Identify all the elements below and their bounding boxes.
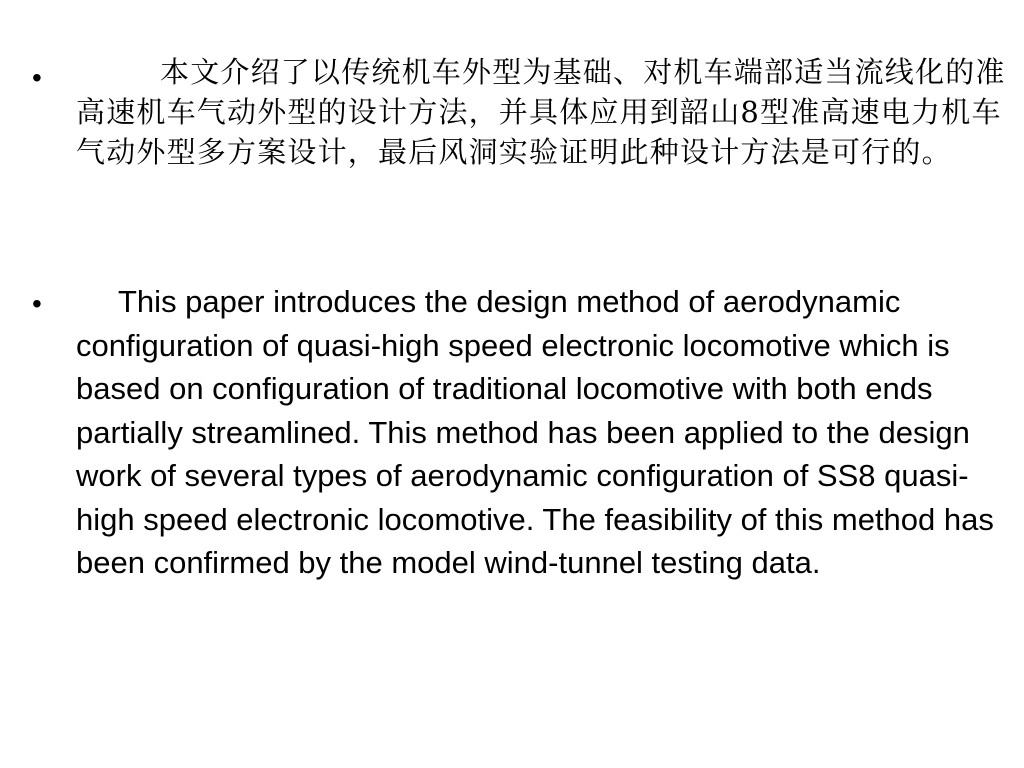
abstract-chinese-text: 本文介绍了以传统机车外型为基础、对机车端部适当流线化的准高速机车气动外型的设计方法，并具体应用到韶山8型准高速电力机车气动外型多方案设计，最后风洞实验证明此种设计方法是可行的。	[76, 55, 1006, 169]
abstract-english-text: This paper introduces the design method of aerodynamic configuration of quasi-high speed electronic locomotive which is based on configuration of traditional locomotive with both ends partially streamlined. This method has been applied to the design work of several types of aerodynamic configuration of SS8 quasi-high speed electronic locomotive. The feasibility of this method has been confirmed by the model wind-tunnel testing data.	[76, 284, 994, 580]
bullet-dot-icon: •	[32, 62, 42, 93]
bullet-dot-icon: •	[32, 288, 42, 319]
